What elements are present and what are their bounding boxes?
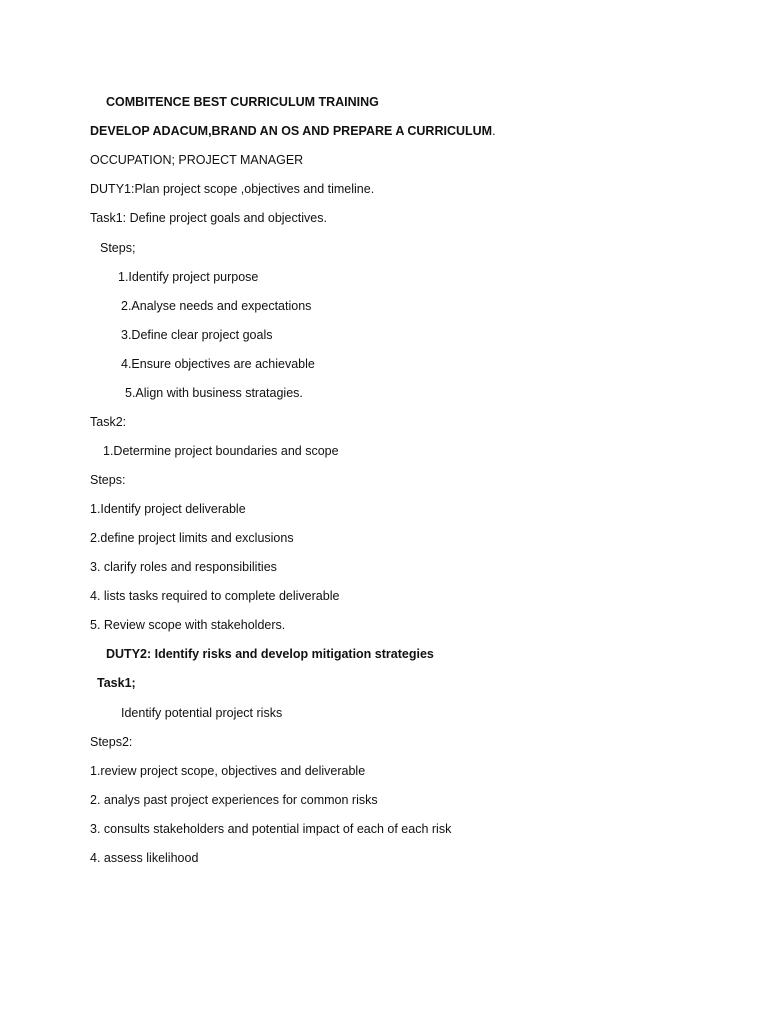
duty2-step: 1.review project scope, objectives and deliverable: [90, 764, 366, 778]
duty2-task1-description: Identify potential project risks: [121, 706, 283, 720]
document-subtitle-period: .: [492, 124, 496, 138]
task1-step: 1.Identify project purpose: [118, 270, 259, 284]
duty2-task1-heading: Task1;: [97, 676, 136, 690]
document-title: COMBITENCE BEST CURRICULUM TRAINING: [106, 95, 379, 109]
task2-step: 1.Identify project deliverable: [90, 502, 246, 516]
task2-step: 4. lists tasks required to complete deliverable: [90, 589, 340, 603]
task1-step: 5.Align with business stratagies.: [125, 386, 303, 400]
occupation-line: OCCUPATION; PROJECT MANAGER: [90, 153, 304, 167]
task2-step: 2.define project limits and exclusions: [90, 531, 294, 545]
document-subtitle-line: [90, 123, 496, 139]
duty2-step: 4. assess likelihood: [90, 851, 199, 865]
task2-description: 1.Determine project boundaries and scope: [103, 444, 339, 458]
duty2-step: 2. analys past project experiences for common risks: [90, 793, 378, 807]
task1-heading: Task1: Define project goals and objectives.: [90, 211, 327, 225]
duty2-heading: DUTY2: Identify risks and develop mitigation strategies: [106, 647, 434, 661]
task1-step: 3.Define clear project goals: [121, 328, 273, 342]
duty1-heading: DUTY1:Plan project scope ,objectives and timeline.: [90, 182, 375, 196]
task1-step: 2.Analyse needs and expectations: [121, 299, 312, 313]
task2-step: 3. clarify roles and responsibilities: [90, 560, 277, 574]
task1-step: 4.Ensure objectives are achievable: [121, 357, 315, 371]
task2-steps-label: Steps:: [90, 473, 126, 487]
document-subtitle: DEVELOP ADACUM,BRAND AN OS AND PREPARE A CURRICULUM: [90, 124, 493, 138]
task2-step: 5. Review scope with stakeholders.: [90, 618, 286, 632]
task2-heading: Task2:: [90, 415, 127, 429]
task1-steps-label: Steps;: [100, 241, 136, 255]
duty2-step: 3. consults stakeholders and potential impact of each of each risk: [90, 822, 452, 836]
duty2-steps-label: Steps2:: [90, 735, 133, 749]
